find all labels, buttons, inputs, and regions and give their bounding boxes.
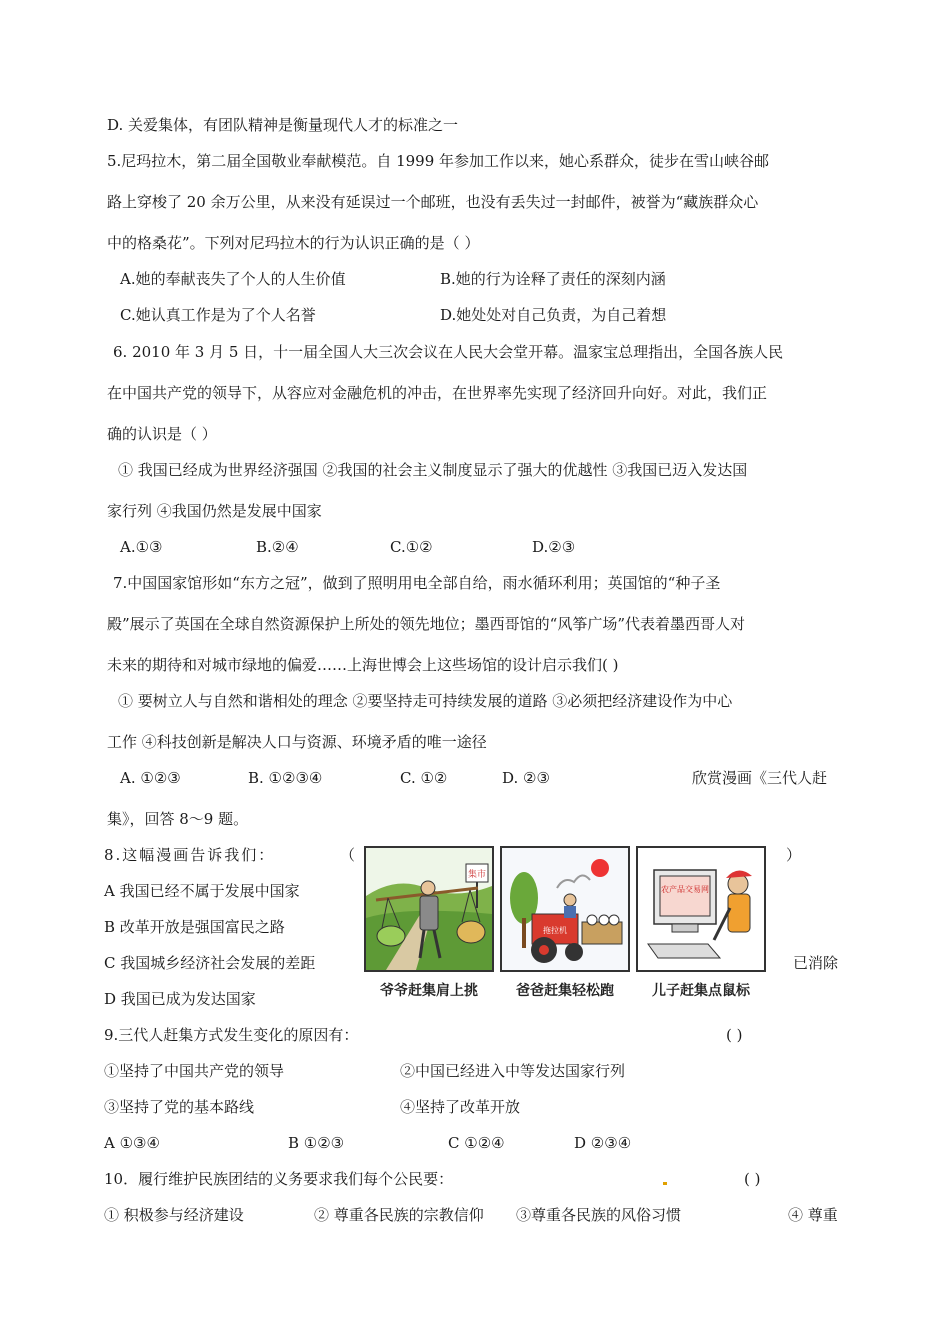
q7-stem-line-1: 7.中国国家馆形如“东方之冠”，做到了照明用电全部自给，雨水循环利用；英国馆的“种子圣 (113, 574, 721, 592)
comic-panel-grandfather (364, 846, 494, 972)
q6-stem-line-1: 6. 2010 年 3 月 5 日，十一届全国人大三次会议在人民大会堂开幕。温家宝总理指出，全国各族人民 (113, 343, 784, 361)
q10-paren: ( ) (744, 1170, 761, 1188)
q5-option-b: B.她的行为诠释了责任的深刻内涵 (440, 270, 666, 288)
q8-option-b: B 改革开放是强国富民之路 (104, 918, 285, 936)
q7-statements-line-2: 工作 ④科技创新是解决人口与资源、环境矛盾的唯一途径 (107, 733, 487, 751)
q7-option-d: D. ②③ (502, 769, 550, 787)
q10-statement-3: ③尊重各民族的风俗习惯 (516, 1206, 682, 1224)
q10-statement-4: ④ 尊重 (788, 1206, 838, 1224)
q9-stem: 9.三代人赶集方式发生变化的原因有： (104, 1026, 359, 1044)
q6-option-b: B.②④ (256, 538, 299, 556)
q7-option-a: A. ①②③ (120, 769, 181, 787)
stray-mark (663, 1182, 667, 1185)
q7-stem-line-3: 未来的期待和对城市绿地的偏爱……上海世博会上这些场馆的设计启示我们( ) (107, 656, 619, 674)
q6-option-d: D.②③ (532, 538, 576, 556)
q7-stem-line-2: 殿”展示了英国在全球自然资源保护上所处的领先地位；墨西哥馆的“风筝广场”代表着墨西哥人对 (107, 615, 746, 633)
q4-option-d: D. 关爱集体，有团队精神是衡量现代人才的标准之一 (107, 116, 459, 134)
q9-statement-4: ④坚持了改革开放 (400, 1098, 521, 1116)
q9-option-d: D ②③④ (574, 1134, 632, 1152)
q9-option-b: B ①②③ (288, 1134, 345, 1152)
q9-paren: ( ) (726, 1026, 743, 1044)
q5-stem-line-3: 中的格桑花”。下列对尼玛拉木的行为认识正确的是（ ） (107, 234, 480, 252)
comic-caption-father: 爸爸赶集轻松跑 (516, 983, 614, 999)
q6-option-a: A.①③ (120, 538, 163, 556)
comic-intro-line-2: 集》，回答 8～9 题。 (107, 810, 249, 828)
q8-paren-close: ） (786, 846, 802, 864)
q8-option-c: C 我国城乡经济社会发展的差距 (104, 954, 316, 972)
q9-statement-2: ②中国已经进入中等发达国家行列 (400, 1062, 626, 1080)
q9-option-c: C ①②④ (448, 1134, 505, 1152)
q5-stem-line-1: 5.尼玛拉木，第二届全国敬业奉献模范。自 1999 年参加工作以来，她心系群众，徒步在雪山峡谷邮 (107, 152, 770, 170)
q9-option-a: A ①③④ (104, 1134, 160, 1152)
three-generations-comic (364, 846, 776, 1006)
q5-option-a: A.她的奉献丧失了个人的人生价值 (120, 270, 346, 288)
q6-statements-line-1: ① 我国已经成为世界经济强国 ②我国的社会主义制度显示了强大的优越性 ③我国已迈入发达国 (118, 461, 748, 479)
q10-stem: 10．履行维护民族团结的义务要求我们每个公民要： (104, 1170, 454, 1188)
comic-caption-grandfather: 爷爷赶集肩上挑 (380, 983, 478, 999)
comic-intro-line-1: 欣赏漫画《三代人赶 (692, 769, 828, 787)
comic-panel-father (500, 846, 630, 972)
q5-stem-line-2: 路上穿梭了 20 余万公里，从来没有延误过一个邮班，也没有丢失过一封邮件，被誉为“藏族群众心 (107, 193, 759, 211)
q10-statement-1: ① 积极参与经济建设 (104, 1206, 244, 1224)
market-sign-text: 集市 (467, 870, 487, 880)
comic-caption-son: 儿子赶集点鼠标 (652, 983, 750, 999)
q7-statements-line-1: ① 要树立人与自然和谐相处的理念 ②要坚持走可持续发展的道路 ③必须把经济建设作为中心 (118, 692, 733, 710)
q8-stem: 8.这幅漫画告诉我们： (104, 846, 276, 864)
q6-statements-line-2: 家行列 ④我国仍然是发展中国家 (107, 502, 322, 520)
q8-option-d: D 我国已成为发达国家 (104, 990, 256, 1008)
q6-stem-line-2: 在中国共产党的领导下，从容应对金融危机的冲击，在世界率先实现了经济回升向好。对此，我们正 (107, 384, 768, 402)
q8-option-a: A 我国已经不属于发展中国家 (104, 882, 300, 900)
q8-option-c-end: 已消除 (793, 954, 839, 972)
tractor-text: 拖拉机 (543, 926, 567, 935)
q10-statement-2: ② 尊重各民族的宗教信仰 (314, 1206, 484, 1224)
q9-statement-1: ①坚持了中国共产党的领导 (104, 1062, 285, 1080)
q6-option-c: C.①② (390, 538, 433, 556)
q7-option-b: B. ①②③④ (248, 769, 323, 787)
q6-stem-line-3: 确的认识是（ ） (107, 425, 217, 443)
q5-option-d: D.她处处对自己负责，为自己着想 (440, 306, 667, 324)
q7-option-c: C. ①② (400, 769, 448, 787)
q8-paren-open: （ (340, 846, 356, 864)
q9-statement-3: ③坚持了党的基本路线 (104, 1098, 255, 1116)
comic-panel-son (636, 846, 766, 972)
computer-screen-text: 农产品交易网 (661, 885, 709, 894)
q5-option-c: C.她认真工作是为了个人名誉 (120, 306, 316, 324)
